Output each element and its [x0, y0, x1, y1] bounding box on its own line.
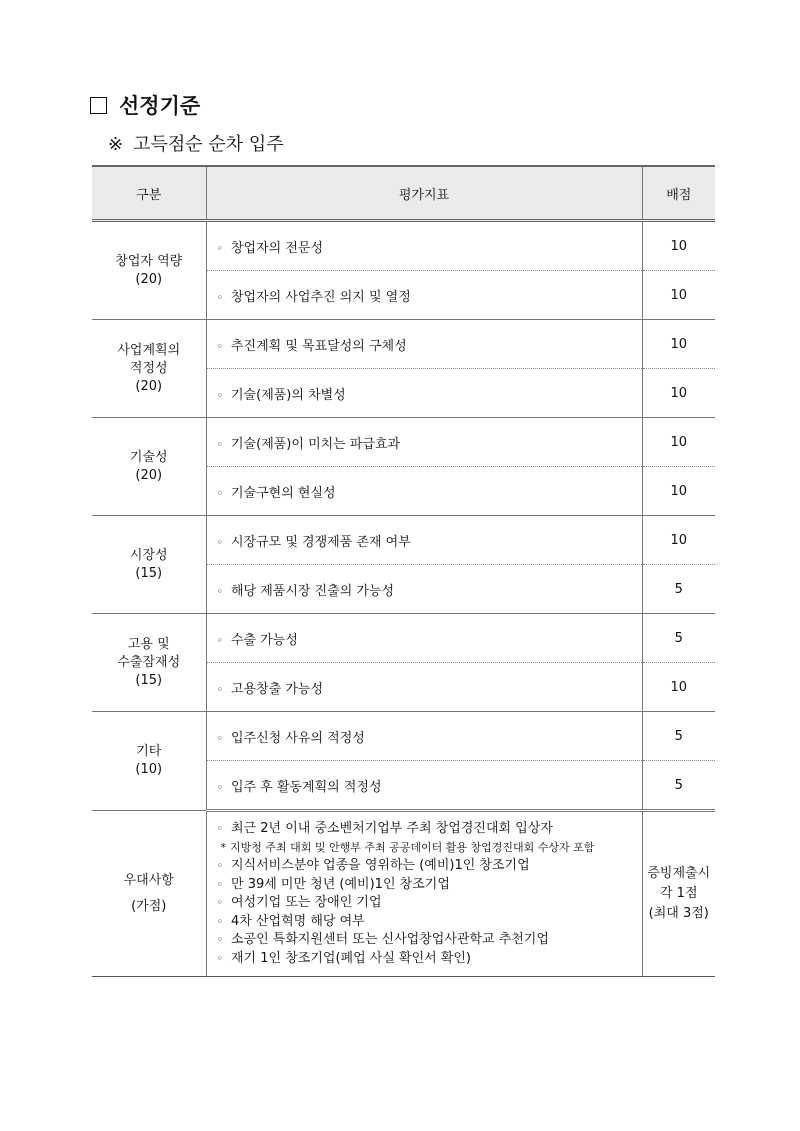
- bullet-icon: ◦: [216, 290, 223, 304]
- score-cell: 10: [642, 221, 715, 271]
- list-item: [217, 931, 632, 950]
- bullet-icon: ◦: [216, 896, 223, 909]
- indicator-cell: [206, 712, 642, 761]
- header-category: 구분: [92, 166, 206, 221]
- indicator-cell: [206, 761, 642, 811]
- category-line: (20): [135, 271, 163, 287]
- category-line: (15): [135, 672, 163, 688]
- indicator-label: 추진계획 및 목표달성의 구체성: [231, 338, 407, 354]
- category-cell: [92, 516, 206, 614]
- score-cell: 5: [642, 712, 715, 761]
- indicator-cell: [206, 663, 642, 712]
- score-cell: 10: [642, 663, 715, 712]
- score-cell: 10: [642, 467, 715, 516]
- indicator-label: 기술(제품)의 차별성: [231, 387, 346, 403]
- bonus-items-cell: [206, 811, 642, 977]
- bonus-score-line: 증빙제출시: [647, 866, 711, 881]
- indicator-label: 고용창출 가능성: [231, 681, 324, 697]
- indicator-cell: [206, 221, 642, 271]
- list-item: [217, 894, 632, 913]
- category-line: 사업계획의: [117, 342, 181, 358]
- indicator-cell: [206, 369, 642, 418]
- checkbox-icon: [90, 97, 107, 114]
- indicator-label: 입주신청 사유의 적정성: [231, 730, 365, 746]
- bonus-score-line: (최대 3점): [648, 906, 709, 921]
- indicator-cell: [206, 565, 642, 614]
- list-item: [217, 876, 632, 895]
- table-row: [92, 516, 715, 565]
- bullet-icon: ◦: [216, 731, 223, 745]
- bonus-item-text: 4차 산업혁명 해당 여부: [231, 913, 365, 929]
- category-line: 수출잠재성: [117, 654, 181, 670]
- bonus-score-line: 각 1점: [659, 886, 698, 901]
- category-line: (10): [135, 762, 163, 777]
- indicator-cell: [206, 418, 642, 467]
- category-line: 기타: [136, 744, 162, 759]
- indicator-label: 시장규모 및 경쟁제품 존재 여부: [231, 534, 411, 550]
- note-marker: *: [220, 840, 226, 854]
- bonus-category-line: (가점): [131, 898, 167, 914]
- category-line: 창업자 역량: [115, 253, 183, 269]
- table-row: [92, 320, 715, 369]
- category-cell: [92, 614, 206, 712]
- score-cell: 10: [642, 516, 715, 565]
- indicator-cell: [206, 320, 642, 369]
- score-cell: 10: [642, 369, 715, 418]
- indicator-label: 해당 제품시장 진출의 가능성: [231, 583, 395, 599]
- table-row: [92, 712, 715, 761]
- score-cell: 10: [642, 320, 715, 369]
- reference-mark: ※: [108, 134, 124, 155]
- indicator-cell: [206, 614, 642, 663]
- bullet-icon: ◦: [216, 584, 223, 598]
- bullet-icon: ◦: [216, 437, 223, 451]
- category-line: 적정성: [129, 360, 168, 376]
- category-cell: [92, 418, 206, 516]
- indicator-cell: [206, 516, 642, 565]
- note-text: 지방청 주최 대회 및 안행부 주최 공공데이터 활용 창업경진대회 수상자 포함: [230, 840, 595, 854]
- bonus-item-text: 소공인 특화지원센터 또는 신사업창업사관학교 추천기업: [231, 932, 549, 947]
- section-title: [90, 90, 200, 120]
- indicator-cell: [206, 467, 642, 516]
- bullet-icon: ◦: [216, 535, 223, 549]
- category-line: 기술성: [129, 449, 168, 465]
- bullet-icon: ◦: [216, 933, 223, 946]
- indicator-label: 입주 후 활동계획의 적정성: [231, 779, 382, 795]
- category-line: (15): [135, 565, 163, 581]
- category-cell: [92, 712, 206, 811]
- category-line: 시장성: [129, 547, 168, 563]
- category-line: 고용 및: [127, 636, 170, 652]
- category-cell: [92, 221, 206, 320]
- table-row: [92, 614, 715, 663]
- indicator-cell: [206, 271, 642, 320]
- list-item: [217, 913, 632, 932]
- category-cell: [92, 320, 206, 418]
- header-score: 배점: [642, 166, 715, 221]
- bonus-item-text: 지식서비스분야 업종을 영위하는 (예비)1인 창조기업: [231, 858, 530, 873]
- bullet-icon: ◦: [216, 339, 223, 353]
- table-row: [92, 418, 715, 467]
- bonus-score-cell: [642, 811, 715, 977]
- indicator-label: 수출 가능성: [231, 632, 298, 648]
- indicator-label: 창업자의 사업추진 의지 및 열정: [231, 289, 411, 305]
- bullet-icon: ◦: [216, 682, 223, 696]
- table-row: [92, 221, 715, 271]
- bullet-icon: ◦: [216, 914, 223, 928]
- indicator-label: 창업자의 전문성: [231, 240, 324, 256]
- bullet-icon: ◦: [216, 388, 223, 402]
- score-cell: 5: [642, 565, 715, 614]
- bullet-icon: ◦: [216, 486, 223, 500]
- bullet-icon: ◦: [216, 877, 223, 891]
- bonus-row: [92, 811, 715, 977]
- bonus-category-line: 우대사항: [123, 872, 174, 888]
- list-item: [217, 839, 632, 858]
- bullet-icon: ◦: [216, 859, 223, 872]
- bullet-icon: ◦: [216, 633, 223, 647]
- category-line: (20): [135, 378, 163, 394]
- bonus-item-text: 만 39세 미만 청년 (예비)1인 창조기업: [231, 876, 450, 892]
- bonus-item-text: 최근 2년 이내 중소벤처기업부 주최 창업경진대회 입상자: [231, 821, 553, 836]
- bullet-icon: ◦: [216, 241, 223, 255]
- score-cell: 10: [642, 418, 715, 467]
- bonus-category-cell: [92, 811, 206, 977]
- list-item: [217, 820, 632, 839]
- table-header-row: [92, 166, 715, 221]
- indicator-label: 기술(제품)이 미치는 파급효과: [231, 436, 401, 452]
- bonus-item-text: 여성기업 또는 장애인 기업: [231, 895, 382, 910]
- list-item: [217, 950, 632, 969]
- subtitle: [108, 130, 284, 156]
- score-cell: 5: [642, 614, 715, 663]
- score-cell: 10: [642, 271, 715, 320]
- bullet-icon: ◦: [216, 780, 223, 794]
- header-indicator: 평가지표: [206, 166, 642, 221]
- section-title-text: 선정기준: [119, 93, 201, 118]
- list-item: [217, 857, 632, 876]
- criteria-table: [92, 165, 715, 977]
- bullet-icon: ◦: [216, 951, 223, 965]
- bonus-item-text: 재기 1인 창조기업(폐업 사실 확인서 확인): [231, 950, 472, 966]
- score-cell: 5: [642, 761, 715, 811]
- indicator-label: 기술구현의 현실성: [231, 485, 336, 501]
- bullet-icon: ◦: [216, 822, 223, 835]
- category-line: (20): [135, 467, 163, 483]
- subtitle-text: 고득점순 순차 입주: [133, 134, 284, 155]
